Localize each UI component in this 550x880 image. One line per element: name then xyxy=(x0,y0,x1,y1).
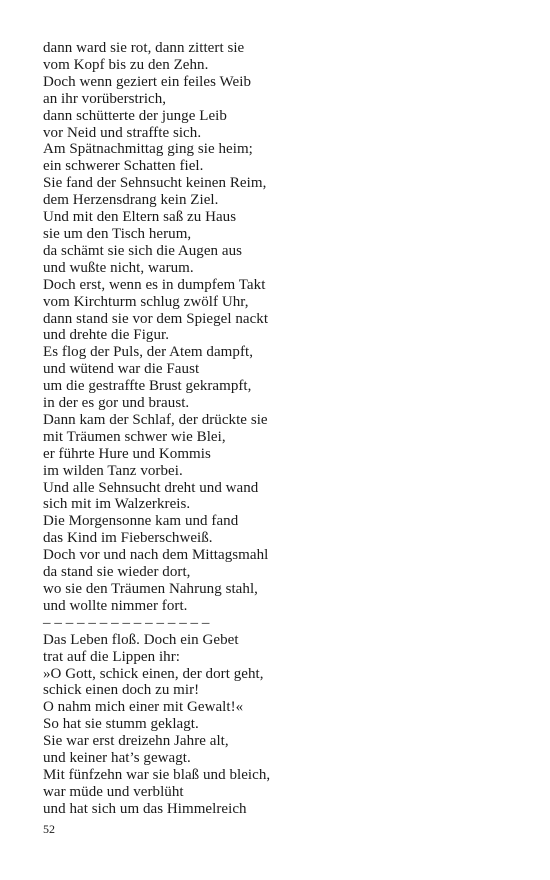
poem-line: um die gestraffte Brust gekrampft, xyxy=(43,378,252,395)
poem-line: Sie war erst dreizehn Jahre alt, xyxy=(43,733,229,750)
poem-line: Es flog der Puls, der Atem dampft, xyxy=(43,344,254,361)
poem-line: Mit fünfzehn war sie blaß und bleich, xyxy=(43,766,271,783)
poem-line: Sie fand der Sehnsucht keinen Reim, xyxy=(43,175,267,192)
poem-line: Und alle Sehnsucht dreht und wand xyxy=(43,479,259,496)
poem-text xyxy=(43,40,523,818)
poem-line: und keiner hat’s gewagt. xyxy=(43,750,191,767)
poem-line: mit Träumen schwer wie Blei, xyxy=(43,428,226,445)
poem-line: Doch vor und nach dem Mittagsmahl xyxy=(43,547,269,564)
poem-line: da schämt sie sich die Augen aus xyxy=(43,242,243,259)
poem-line: sich mit im Walzerkreis. xyxy=(43,496,191,513)
poem-line: Am Spätnachmittag ging sie heim; xyxy=(43,141,253,158)
poem-line: schick einen doch zu mir! xyxy=(43,682,200,699)
poem-line: Doch wenn geziert ein feiles Weib xyxy=(43,73,252,90)
poem-line: dann ward sie rot, dann zittert sie xyxy=(43,40,245,56)
poem-line: ein schwerer Schatten fiel. xyxy=(43,158,204,175)
poem-line: Dann kam der Schlaf, der drückte sie xyxy=(43,411,268,428)
poem-line: Doch erst, wenn es in dumpfem Takt xyxy=(43,276,266,293)
poem-line: und drehte die Figur. xyxy=(43,327,170,344)
poem-line: Das Leben floß. Doch ein Gebet xyxy=(43,631,239,648)
poem-line: das Kind im Fieberschweiß. xyxy=(43,530,213,547)
poem-line: war müde und verblüht xyxy=(43,783,184,800)
poem-line: in der es gor und braust. xyxy=(43,395,190,412)
poem-line: trat auf die Lippen ihr: xyxy=(43,648,180,665)
poem-line: vom Kirchturm schlug zwölf Uhr, xyxy=(43,293,249,310)
page-number: 52 xyxy=(43,822,55,836)
poem-line: So hat sie stumm geklagt. xyxy=(43,716,199,733)
poem-line: da stand sie wieder dort, xyxy=(43,564,191,581)
poem-line: »O Gott, schick einen, der dort geht, xyxy=(43,665,264,682)
poem-line: vom Kopf bis zu den Zehn. xyxy=(43,56,209,73)
poem-line: Und mit den Eltern saß zu Haus xyxy=(43,209,237,226)
poem-line: Die Morgensonne kam und fand xyxy=(43,513,239,530)
poem-line: O nahm mich einer mit Gewalt!« xyxy=(43,699,244,716)
poem-line: und wütend war die Faust xyxy=(43,361,200,378)
poem-line: an ihr vorüberstrich, xyxy=(43,90,167,107)
poem-line: und wollte nimmer fort. xyxy=(43,597,188,614)
poem-line: vor Neid und straffte sich. xyxy=(43,124,202,141)
poem-line: und hat sich um das Himmelreich xyxy=(43,800,247,817)
poem-line: wo sie den Träumen Nahrung stahl, xyxy=(43,581,258,597)
poem-line: dem Herzensdrang kein Ziel. xyxy=(43,192,219,209)
poem-line: und wußte nicht, warum. xyxy=(43,259,194,276)
poem-line: dann stand sie vor dem Spiegel nackt xyxy=(43,310,269,327)
poem-line: im wilden Tanz vorbei. xyxy=(43,462,183,479)
poem-line: er führte Hure und Kommis xyxy=(43,445,211,462)
poem-line: dann schütterte der junge Leib xyxy=(43,107,227,124)
poem-line: sie um den Tisch herum, xyxy=(43,225,192,242)
section-break-dashes: – – – – – – – – – – – – – – – xyxy=(43,614,210,631)
